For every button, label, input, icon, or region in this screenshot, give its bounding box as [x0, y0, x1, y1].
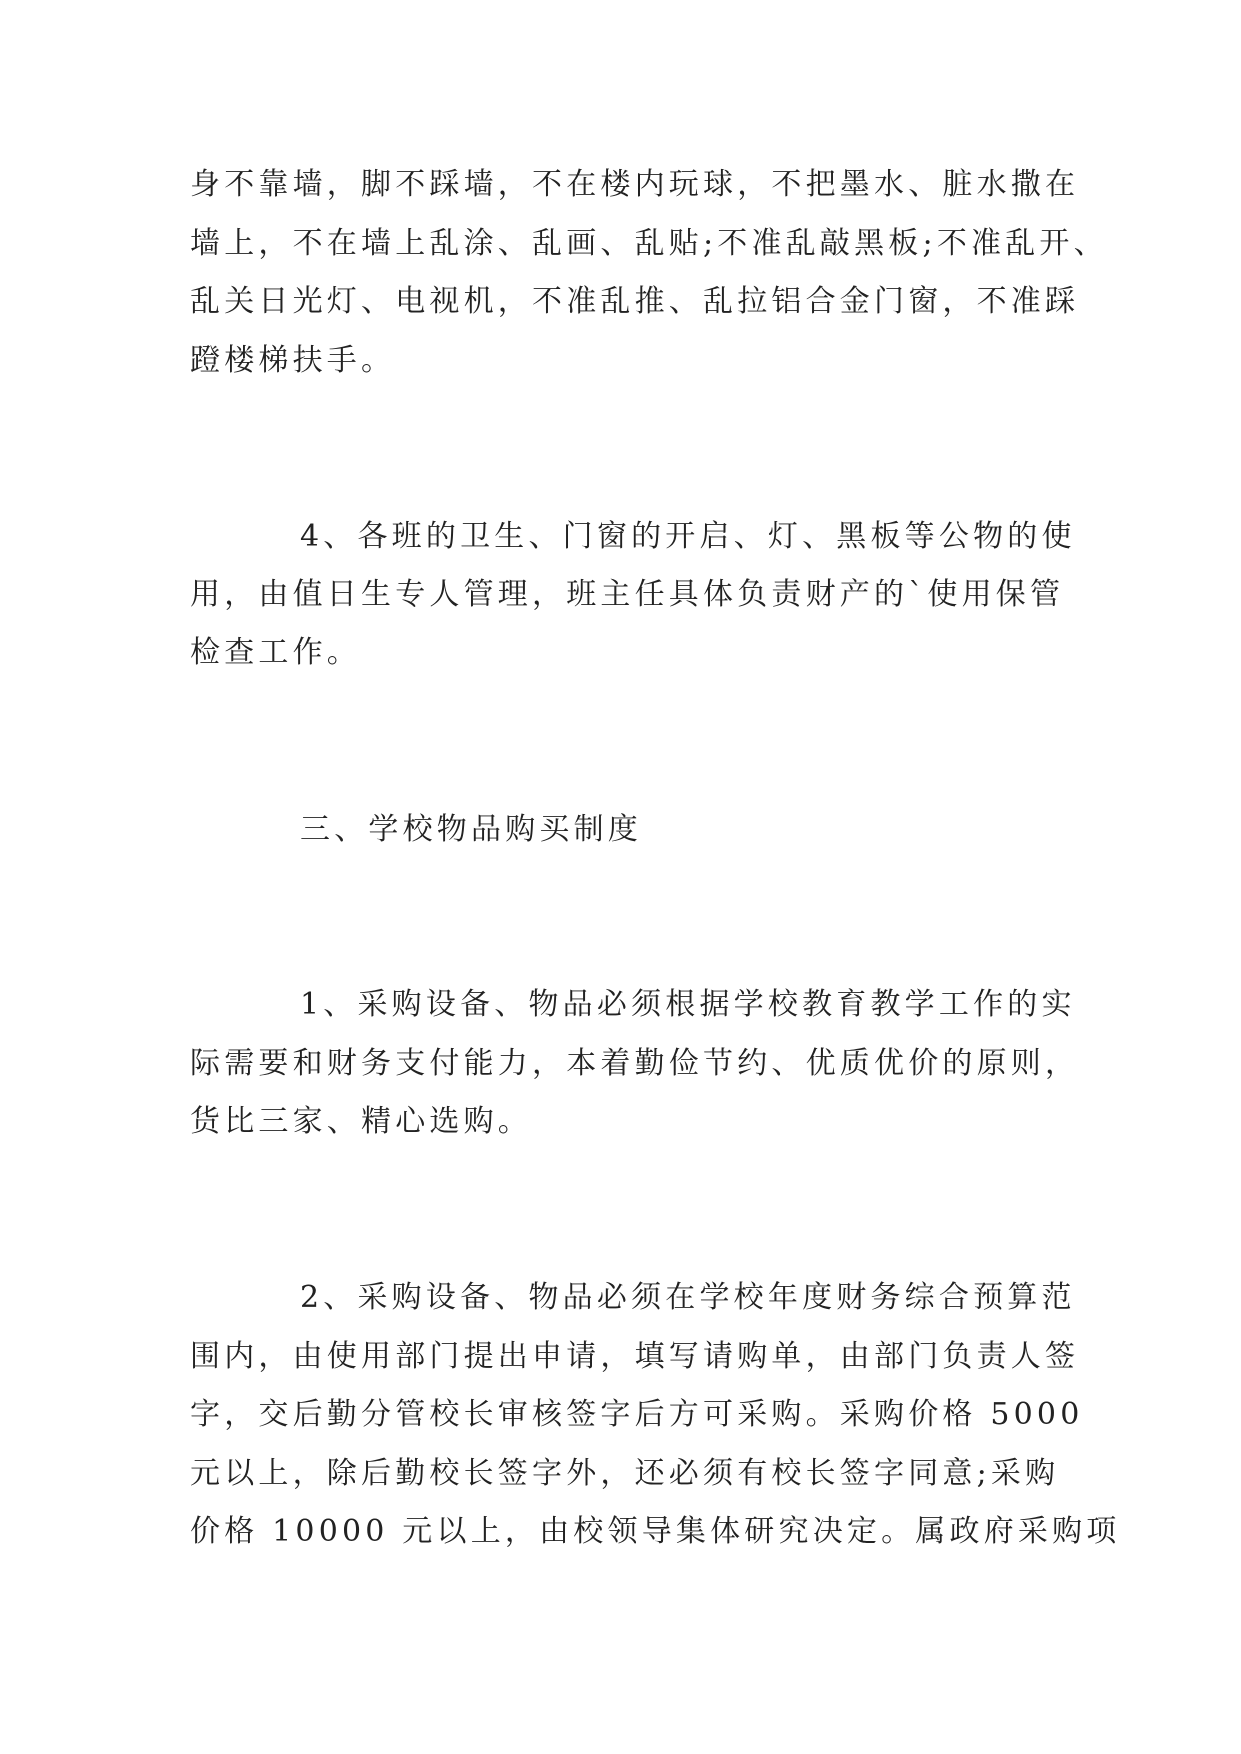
paragraph-line: 乱关日光灯、电视机，不准乱推、乱拉铝合金门窗，不准踩	[190, 284, 1080, 319]
paragraph-line: 检查工作。	[190, 635, 361, 670]
paragraph-line: 字，交后勤分管校长审核签字后方可采购。采购价格 5000	[190, 1397, 1084, 1432]
paragraph-line: 蹬楼梯扶手。	[190, 343, 396, 378]
paragraph-line: 2、采购设备、物品必须在学校年度财务综合预算范	[300, 1280, 1076, 1315]
paragraph-line: 围内，由使用部门提出申请，填写请购单，由部门负责人签	[190, 1339, 1080, 1374]
paragraph-line: 1、采购设备、物品必须根据学校教育教学工作的实	[300, 987, 1076, 1022]
paragraph-line: 货比三家、精心选购。	[190, 1104, 532, 1139]
paragraph-line: 墙上，不在墙上乱涂、乱画、乱贴;不准乱敲黑板;不准乱开、	[190, 226, 1108, 261]
paragraph-line: 元以上，除后勤校长签字外，还必须有校长签字同意;采购	[190, 1456, 1060, 1491]
section-heading: 三、学校物品购买制度	[300, 812, 642, 847]
paragraph-line: 价格 10000 元以上，由校领导集体研究决定。属政府采购项	[190, 1514, 1121, 1549]
paragraph-line: 际需要和财务支付能力，本着勤俭节约、优质优价的原则，	[190, 1046, 1080, 1081]
paragraph-line: 身不靠墙，脚不踩墙，不在楼内玩球，不把墨水、脏水撒在	[190, 167, 1080, 202]
paragraph-line: 4、各班的卫生、门窗的开启、灯、黑板等公物的使	[300, 519, 1076, 554]
paragraph-line: 用，由值日生专人管理，班主任具体负责财产的`使用保管	[190, 577, 1065, 612]
